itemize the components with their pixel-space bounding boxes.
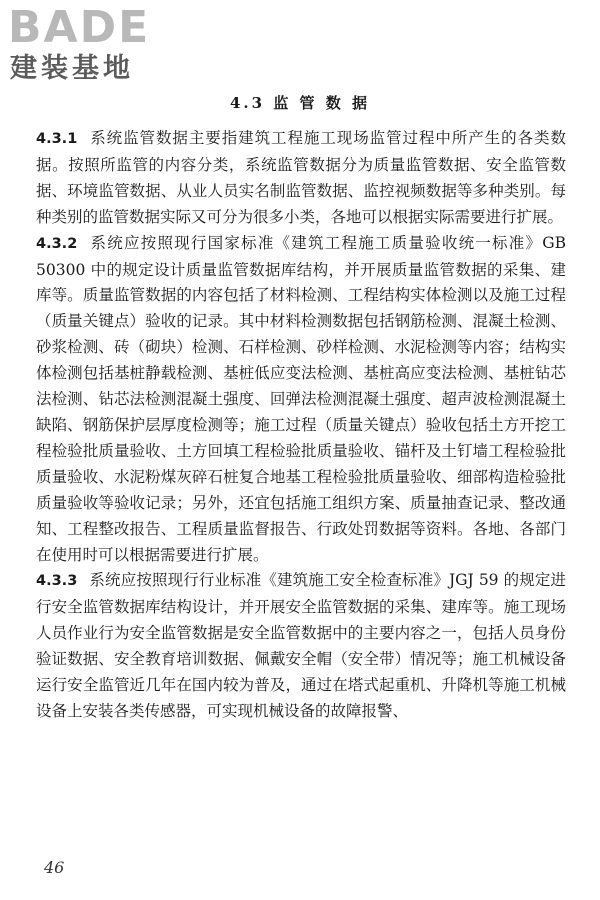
bade-logo	[8, 4, 178, 90]
clause-text: 系统应按照现行行业标准《建筑施工安全检查标准》JGJ 59 的规定进行安全监管数据库结构设计，并开展安全监管数据的采集、建库等。施工现场人员作业行为安全监管数据是安全监管数据中的主要内容之一，包括人员身份验证数据、安全教育培训数据、佩戴安全帽（安全带）情况等；施工机械设备运行安全监管近几年在国内较为普及，通过在塔式起重机、升降机等施工机械设备上安装各类传感器，可实现机械设备的故障报警、	[36, 571, 566, 720]
clause-4-3-1	[36, 126, 566, 231]
clause-number: 4.3.3	[36, 573, 78, 590]
clause-number: 4.3.1	[36, 131, 78, 147]
clause-number: 4.3.2	[36, 235, 78, 252]
section-title: 4.3 监 管 数 据	[230, 94, 370, 112]
clause-text: 系统应按照现行国家标准《建筑工程施工质量验收统一标准》GB 50300 中的规定设计质量监管数据库结构，并开展质量监管数据的采集、建库等。质量监管数据的内容包括了材料检测、工程结构实体检测以及施工过程（质量关键点）验收的记录。其中材料检测数据包括钢筋检测、混凝土检测、砂浆检测、砖（砌块）检测、石样检测、砂样检测、水泥检测等内容；结构实体检测包括基桩静载检测、基桩低应变法检测、基桩高应变法检测、基桩钻芯法检测、钻芯法检测混凝土强度、回弹法检测混凝土强度、超声波检测混凝土缺陷、钢筋保护层厚度检测等；施工过程（质量关键点）验收包括土方开挖工程检验批质量验收、土方回填工程检验批质量验收、锚杆及土钉墙工程检验批质量验收、水泥粉煤灰碎石桩复合地基工程检验批质量验收、细部构造检验批质量验收等验收记录；另外，还宜包括施工组织方案、质量抽查记录、整改通知、工程整改报告、工程质量监督报告、行政处罚数据等资料。各地、各部门在使用时可以根据需要进行扩展。	[36, 233, 566, 564]
clause-text: 系统监管数据主要指建筑工程施工现场监管过程中所产生的各类数据。按照所监管的内容分类，系统监管数据分为质量监管数据、安全监管数据、环境监管数据、从业人员实名制监管数据、监控视频数据等多种类别。每种类别的监管数据实际又可分为很多小类，各地可以根据实际需要进行扩展。	[36, 129, 566, 226]
logo-wordmark: BADE	[8, 2, 151, 53]
document-body	[36, 126, 566, 725]
clause-4-3-2	[36, 231, 566, 569]
clause-4-3-3	[36, 568, 566, 724]
page-number: 46	[44, 858, 65, 877]
logo-chinese-text: 建装基地	[10, 53, 134, 84]
